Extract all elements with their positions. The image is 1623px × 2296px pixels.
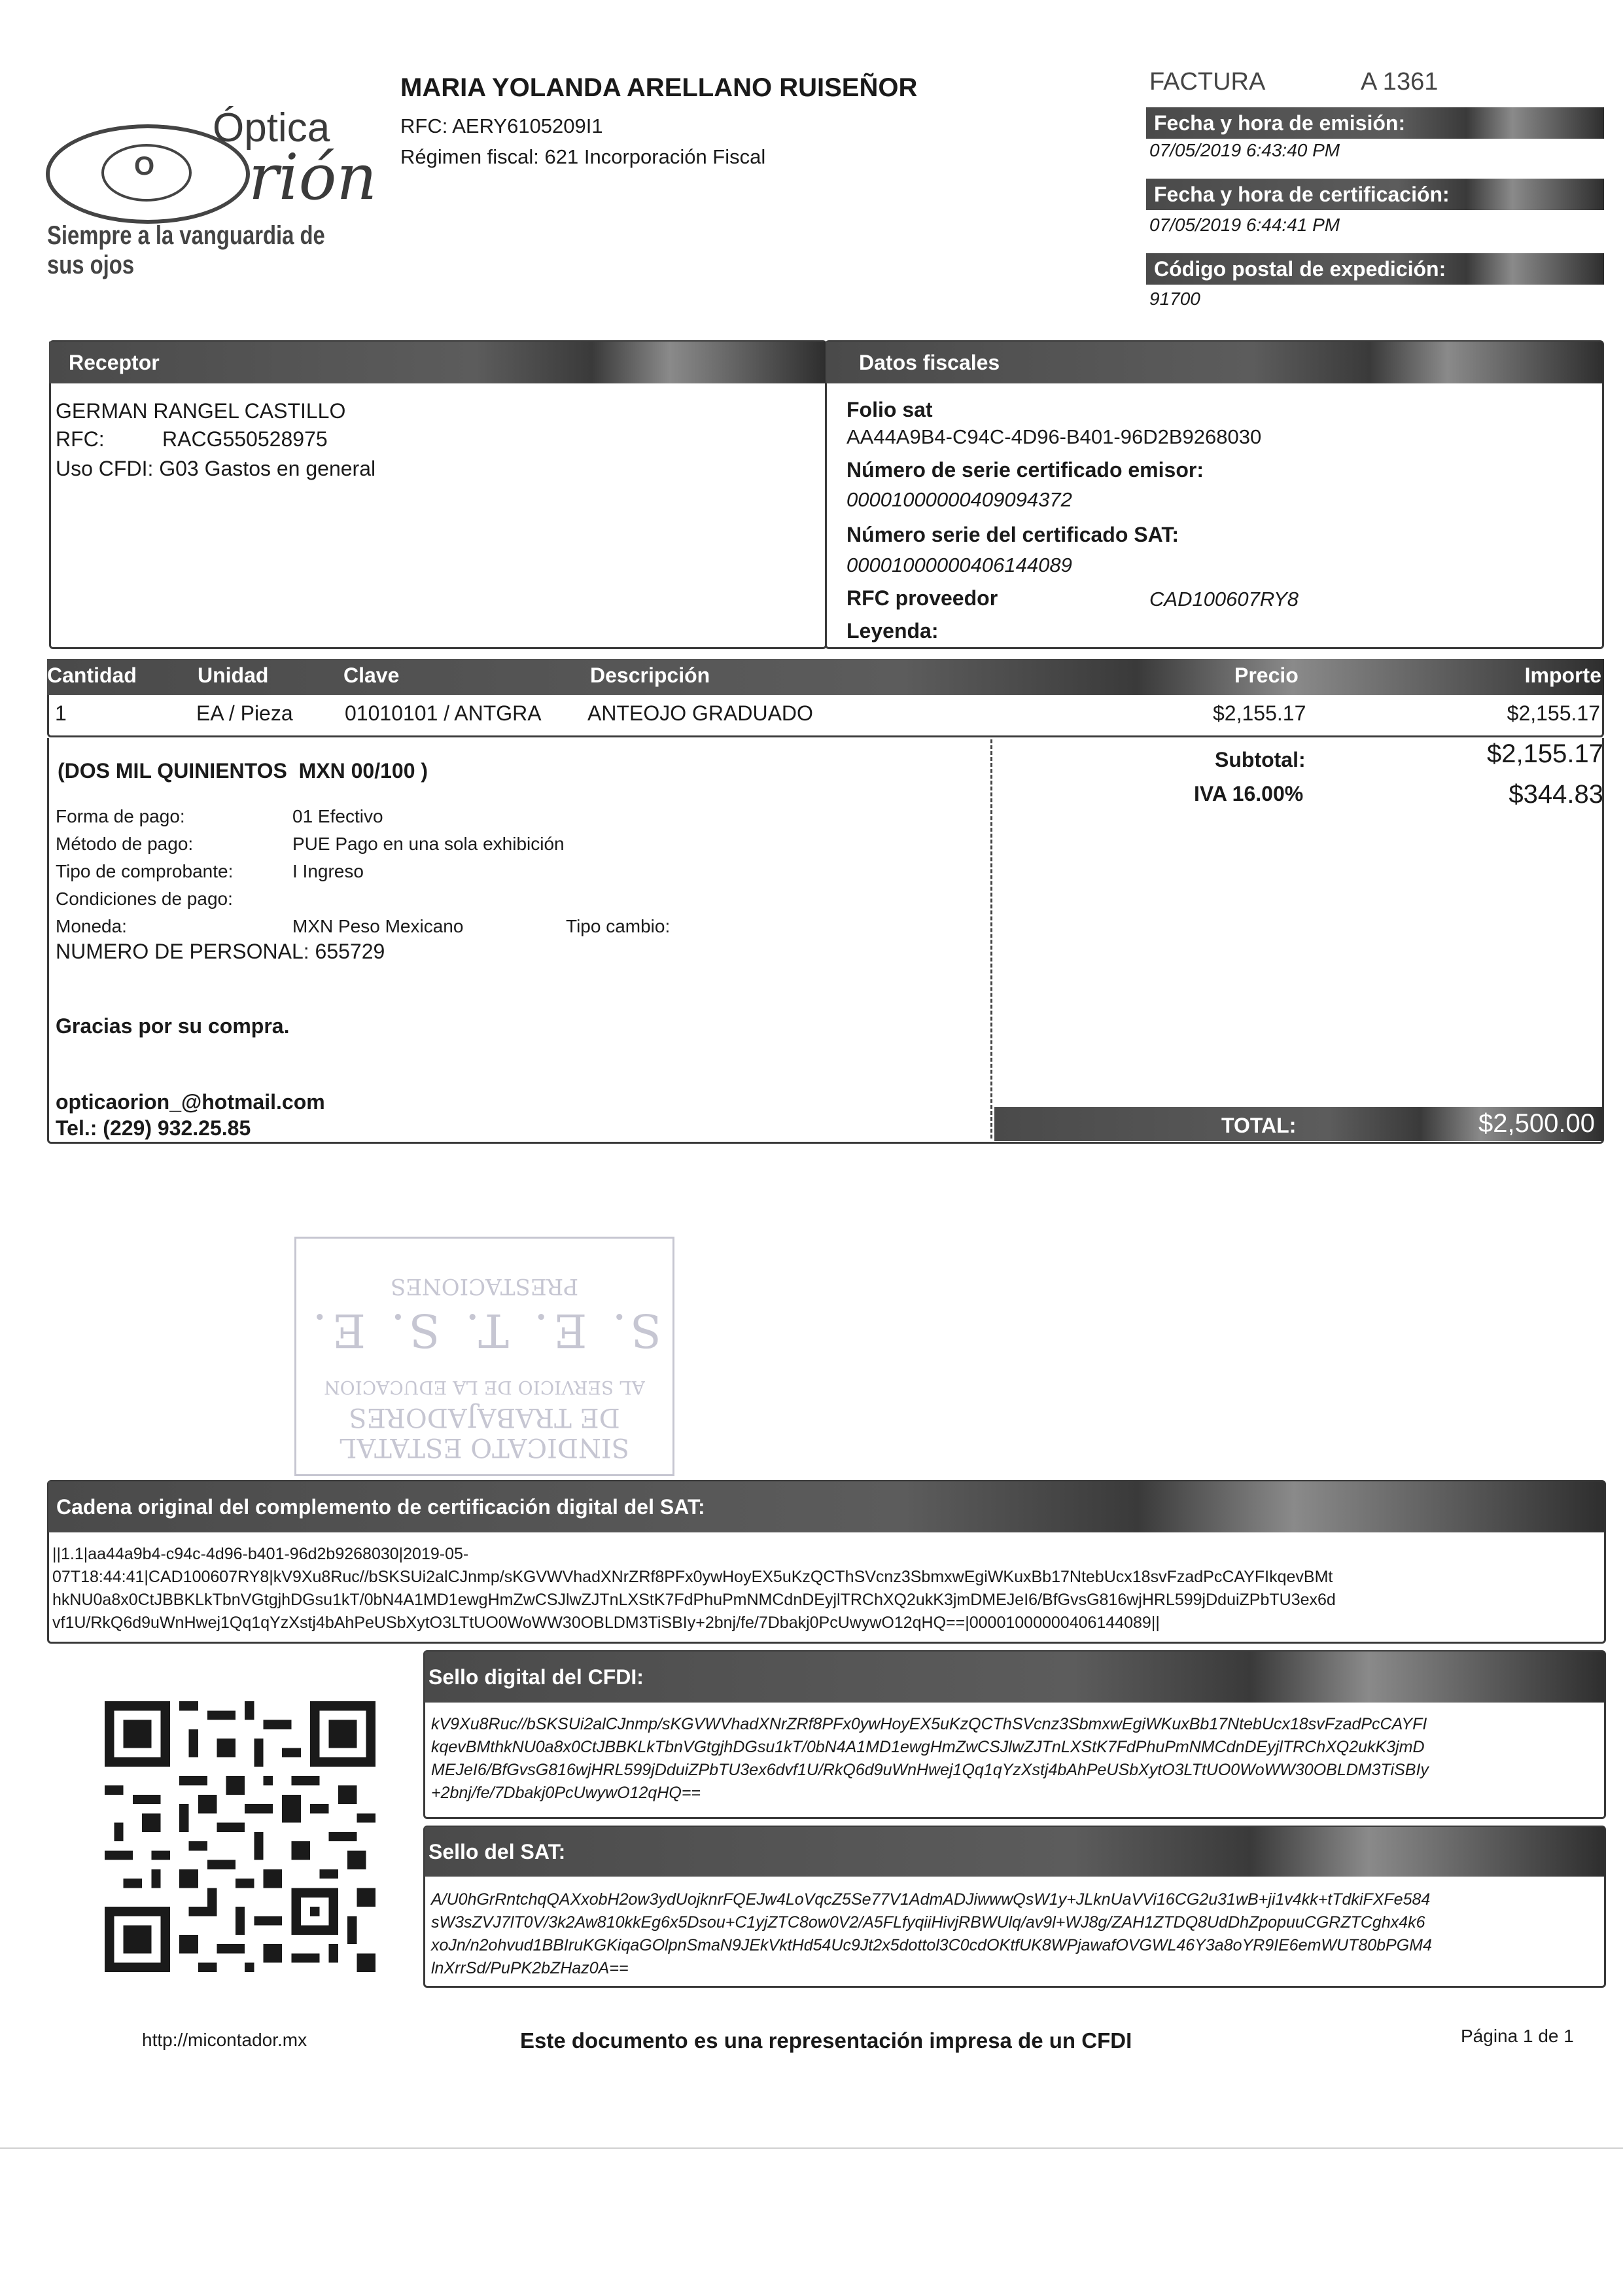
iva-label: IVA 16.00%	[1194, 782, 1304, 805]
col-descripcion: Descripción	[590, 663, 710, 687]
receptor-header: Receptor	[49, 342, 825, 383]
sello-cfdi-line3: MEJeI6/BfGvsG816wjHRL599jDduiZPbTU3ex6dvf1U/RkQ6d9uWnHwej1Qq1qYzXstj4bAhPeUSbXytO3LTtUO0WoWW30OBLDM3TiSBIy	[431, 1761, 1429, 1779]
stamp-line4: S. E. T. S. E.	[307, 1303, 662, 1357]
sello-cfdi-header: Sello digital del CFDI:	[425, 1651, 1605, 1703]
receptor-uso: Uso CFDI: G03 Gastos en general	[56, 457, 376, 480]
cadena-header: Cadena original del complemento de certificación digital del SAT:	[48, 1481, 1605, 1532]
thanks-text: Gracias por su compra.	[56, 1014, 290, 1038]
subtotal-label: Subtotal:	[1215, 748, 1306, 771]
footer-url[interactable]: http://micontador.mx	[142, 2030, 307, 2050]
certification-value: 07/05/2019 6:44:41 PM	[1149, 215, 1340, 235]
tipo-cambio-label: Tipo cambio:	[566, 916, 671, 936]
cert-sat-value: 00001000000406144089	[846, 554, 1072, 576]
stamp-line1: SINDICATO ESTATAL	[339, 1432, 630, 1462]
personal-number: NUMERO DE PERSONAL: 655729	[56, 940, 385, 963]
summary-divider	[990, 739, 992, 1139]
cadena-line4: vf1U/RkQ6d9uWnHwej1Qq1qYzXstj4bAhPeUSbXytO3LTtUO0WoWW30OBLDM3TiSBIy+2bnj/fe/7Dbakj0PcUwywO12qHQ==|00001000000406144089||	[52, 1614, 1160, 1632]
folio-label: Folio sat	[846, 398, 933, 421]
footer-disclaimer: Este documento es una representación impresa de un CFDI	[520, 2028, 1132, 2053]
sello-sat-line3: xoJn/n2ohvud1BBIruKGKiqaGOlpnSmaN9JEkVktHd54Uc9Jt2x5dottol3C0cdOKtfUK8WPjawafOVGWL46Y3a8oYR9IE6emWUT80bPGM4	[431, 1936, 1432, 1954]
sello-sat-line2: sW3sZVJ7lT0V/3k2Aw810kkEg6x5Dsou+C1yjZTC8ow0V2/A5FLfyqiiHivjRBWUlq/av9l+WJ8g/ZAH1ZTDQ8UdDhZpopuuCGRZTCghx4k6	[431, 1913, 1425, 1932]
col-importe: Importe	[1524, 663, 1601, 687]
postal-header: Código postal de expedición:	[1146, 253, 1604, 285]
qr-code	[105, 1701, 375, 1972]
sello-cfdi-line1: kV9Xu8Ruc//bSKSUi2alCJnmp/sKGVWVhadXNrZRf8PFx0ywHoyEX5uKzQCThSVcnz3SbmxwEgiWKuxBb17NtebUcx18svFzadPcCAYFI	[431, 1715, 1427, 1733]
amount-in-words: (DOS MIL QUINIENTOS MXN 00/100 )	[58, 759, 428, 783]
emission-value: 07/05/2019 6:43:40 PM	[1149, 140, 1340, 160]
union-stamp	[294, 1237, 674, 1476]
receptor-rfc-label: RFC:	[56, 427, 105, 451]
cadena-text	[52, 1543, 1336, 1634]
sello-sat-header: Sello del SAT:	[425, 1827, 1605, 1877]
tipo-label: Tipo de comprobante:	[56, 861, 234, 881]
stamp-line2: DE TRABAJADORES	[349, 1402, 620, 1432]
invoice-number: A 1361	[1361, 68, 1439, 96]
sello-cfdi-text	[431, 1713, 1429, 1805]
postal-value: 91700	[1149, 289, 1200, 309]
logo-word1: Óptica	[213, 105, 330, 150]
moneda-label: Moneda:	[56, 916, 127, 936]
stamp-line3: AL SERVICIO DE LA EDUCACION	[324, 1377, 645, 1398]
row-precio: $2,155.17	[1213, 701, 1306, 725]
fiscal-header: Datos fiscales	[826, 342, 1603, 383]
table-row	[47, 699, 1604, 732]
total-bar	[994, 1107, 1603, 1141]
col-cantidad: Cantidad	[47, 663, 137, 687]
issuer-name: MARIA YOLANDA ARELLANO RUISEÑOR	[400, 73, 918, 102]
forma-value: 01 Efectivo	[292, 806, 383, 826]
proveedor-label: RFC proveedor	[846, 586, 998, 610]
issuer-regimen: Régimen fiscal: 621 Incorporación Fiscal	[400, 145, 766, 168]
condiciones-label: Condiciones de pago:	[56, 889, 233, 909]
stamp-line5: PRESTACIONES	[390, 1273, 579, 1299]
total-label: TOTAL:	[1221, 1114, 1297, 1137]
total-value: $2,500.00	[1478, 1109, 1595, 1138]
cadena-line1: ||1.1|aa44a9b4-c94c-4d96-b401-96d2b9268030|2019-05-	[52, 1545, 469, 1563]
folio-value: AA44A9B4-C94C-4D96-B401-96D2B9268030	[846, 425, 1262, 448]
certification-header: Fecha y hora de certificación:	[1146, 179, 1604, 210]
row-descripcion: ANTEOJO GRADUADO	[587, 701, 813, 725]
contact-phone: Tel.: (229) 932.25.85	[56, 1116, 251, 1140]
leyenda-label: Leyenda:	[846, 619, 939, 643]
row-unidad: EA / Pieza	[196, 701, 293, 725]
receptor-rfc-value: RACG550528975	[162, 427, 328, 451]
metodo-value: PUE Pago en una sola exhibición	[292, 834, 565, 854]
subtotal-value: $2,155.17	[1487, 739, 1603, 768]
issuer-rfc: RFC: AERY6105209I1	[400, 115, 603, 137]
cadena-line2: 07T18:44:41|CAD100607RY8|kV9Xu8Ruc//bSKSUi2alCJnmp/sKGVWVhadXNrZRf8PFx0ywHoyEX5uKzQCThSVcnz3SbmxwEgiWKuxBb17NtebUcx18svFzadPcCAYFIkqevBMt	[52, 1568, 1333, 1586]
sello-sat-line1: A/U0hGrRntchqQAXxobH2ow3ydUojknrFQEJw4LoVqcZ5Se77V1AdmADJiwwwQsW1y+JLknUaVVi16CG2u31wB+ji1v4kk+tTdkiFXFe584	[431, 1890, 1431, 1909]
metodo-label: Método de pago:	[56, 834, 194, 854]
row-cantidad: 1	[55, 701, 67, 725]
cert-sat-label: Número serie del certificado SAT:	[846, 523, 1179, 546]
sello-sat-line4: lnXrrSd/PuPK2bZHaz0A==	[431, 1959, 629, 1977]
invoice-type: FACTURA	[1149, 68, 1266, 96]
receptor-box	[49, 340, 827, 649]
company-logo	[46, 105, 393, 279]
sello-cfdi-line2: kqevBMthkNU0a8x0CtJBBKLkTbnVGtgjhDGsu1kT/0bN4A1MD1ewgHmZwCSJlwZJTnLXStK7FdPhuPmNMCdnDEyjlTRChXQ2ukK3jmD	[431, 1738, 1425, 1756]
cadena-line3: hkNU0a8x0CtJBBKLkTbnVGtgjhDGsu1kT/0bN4A1MD1ewgHmZwCSJlwZJTnLXStK7FdPhuPmNMCdnDEyjlTRChXQ2ukK3jmDMEJeI6/BfGvsG816wjHRL599jDduiZPbTU3ex6d	[52, 1591, 1336, 1609]
footer-page: Página 1 de 1	[1461, 2026, 1574, 2046]
proveedor-value: CAD100607RY8	[1149, 588, 1299, 610]
moneda-value: MXN Peso Mexicano	[292, 916, 464, 936]
emission-header: Fecha y hora de emisión:	[1146, 107, 1604, 139]
row-importe: $2,155.17	[1507, 701, 1600, 725]
scan-edge-line	[0, 2147, 1623, 2149]
logo-word2: rión	[249, 141, 377, 214]
contact-email: opticaorion_@hotmail.com	[56, 1090, 325, 1114]
receptor-name: GERMAN RANGEL CASTILLO	[56, 399, 346, 423]
sello-sat-text	[431, 1888, 1432, 1980]
row-clave: 01010101 / ANTGRA	[345, 701, 542, 725]
cert-emisor-label: Número de serie certificado emisor:	[846, 458, 1204, 482]
sello-cfdi-line4: +2bnj/fe/7Dbakj0PcUwywO12qHQ==	[431, 1784, 701, 1802]
iva-value: $344.83	[1509, 780, 1603, 809]
logo-tagline: Siempre a la vanguardia de sus ojos	[47, 221, 325, 279]
col-precio: Precio	[1234, 663, 1299, 687]
cert-emisor-value: 00001000000409094372	[846, 488, 1072, 511]
logo-letter: O	[134, 152, 155, 181]
tipo-value: I Ingreso	[292, 861, 364, 881]
col-clave: Clave	[343, 663, 400, 687]
col-unidad: Unidad	[198, 663, 269, 687]
forma-label: Forma de pago:	[56, 806, 185, 826]
items-header-row	[47, 659, 1604, 695]
